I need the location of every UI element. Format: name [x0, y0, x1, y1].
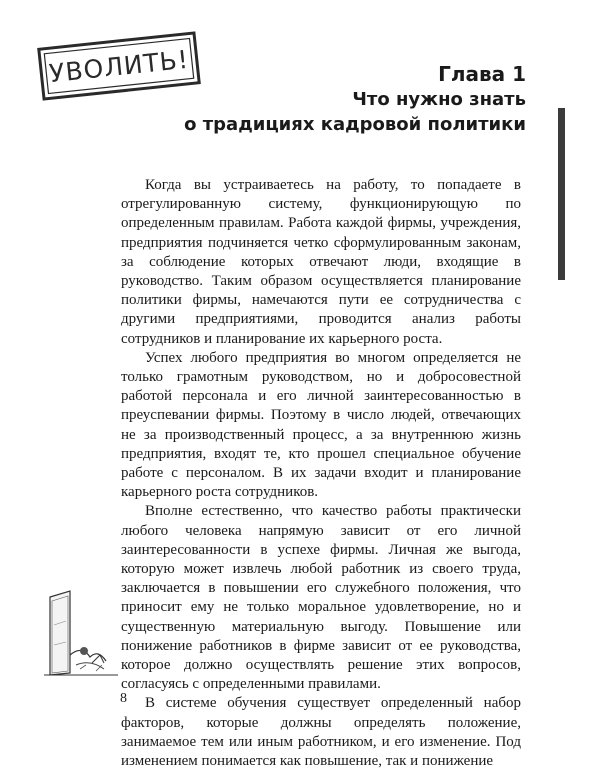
- paragraph: Успех любого предприятия во многом определяется не только грамотным руководством, но и добросовестной работой персонала и его личной заинтересованностью в преуспевании фирмы. Поэтому в число людей, отвечающих не за производственный процесс, а за внутреннюю жизнь предприятия, входят те, кто прошел специальное обучение работе с персоналом. В их задачи входит и планирование карьерного роста сотрудников.: [121, 349, 521, 501]
- paragraph: Когда вы устраиваетесь на работу, то попадаете в отрегулированную систему, функционирующую по определенным правилам. Работа каждой фирмы, учреждения, предприятия подчиняется четко сформулированным законам, за соблюдение которых отвечают люди, входящие в руководство. Таким образом осуществляется планирование политики фирмы, намечаются пути ее сотрудничества с другими предприятиями, проводится анализ работы сотрудников и планирование их карьерного роста.: [121, 177, 521, 347]
- chapter-title-line-1: Что нужно знать: [352, 89, 526, 110]
- paragraph: В системе обучения существует определенный набор факторов, которые должны определять положение, занимаемое тем или иным работником, и его изменение. Под изменением понимается как повышение, так и понижение: [121, 695, 521, 770]
- body-text: [121, 176, 521, 771]
- chapter-heading: [184, 62, 526, 137]
- chapter-title-line-2: о традициях кадровой политики: [184, 114, 526, 135]
- chapter-number: Глава 1: [438, 62, 526, 86]
- paragraph: Вполне естественно, что качество работы практически любого человека напрямую зависит от его личной заинтересованности в успехе фирмы. Личная же выгода, которую может извлечь любой работник из своего труда, заключается в повышении его служебного положения, что приносит ему не только моральное удовлетворение, но и существенную материальную выгоду. Повышение или понижение работников в фирме зависит от ее руководства, которое должно осуществлять решение этих вопросов, согласуясь с определенными правилами.: [121, 503, 521, 693]
- stamp-text: УВОЛИТЬ!: [47, 44, 191, 88]
- door-cartoon-illustration: [40, 585, 120, 677]
- stamp: [36, 30, 203, 103]
- page-number: 8: [120, 691, 127, 706]
- chapter-side-bar: [558, 108, 565, 280]
